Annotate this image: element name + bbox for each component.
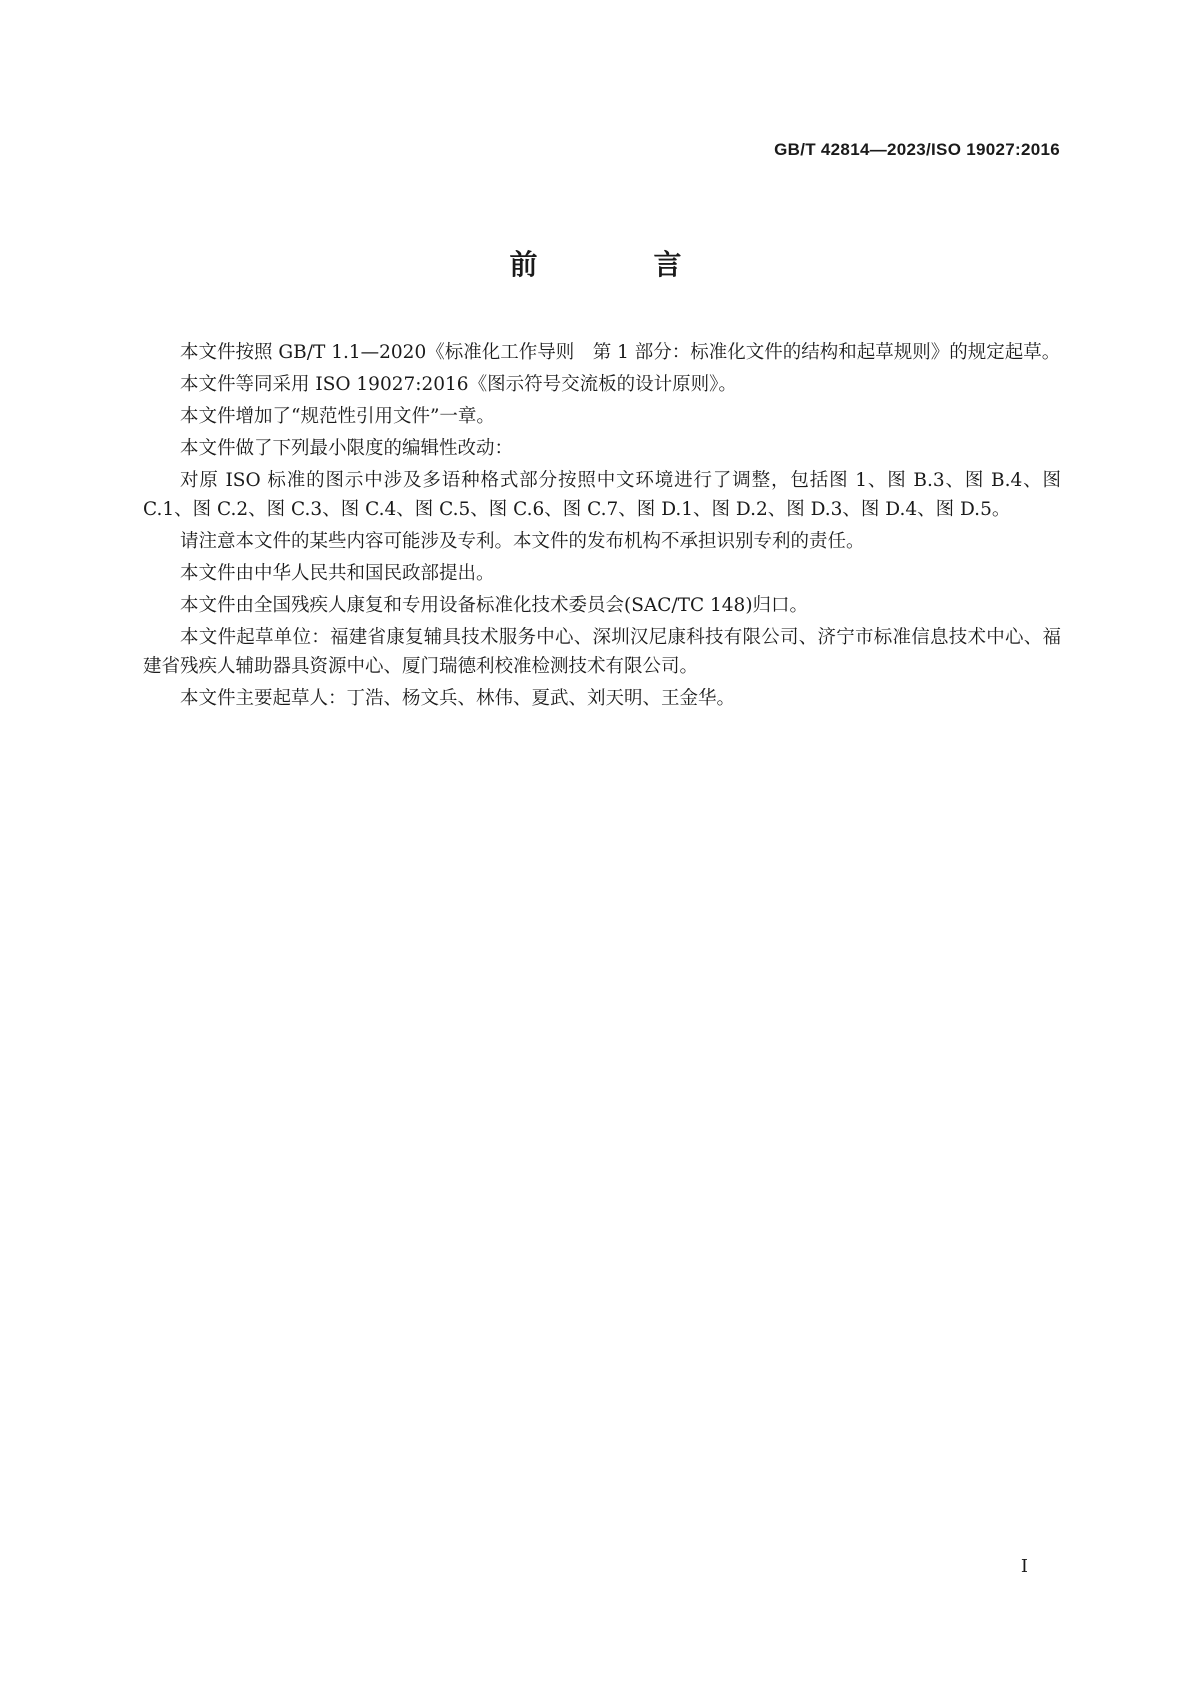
paragraph-added-chapter: 本文件增加了“规范性引用文件”一章。 <box>180 406 495 427</box>
paragraph-patent-notice: 请注意本文件的某些内容可能涉及专利。本文件的发布机构不承担识别专利的责任。 <box>180 531 865 552</box>
paragraph-drafting-units: 本文件起草单位：福建省康复辅具技术服务中心、深圳汉尼康科技有限公司、济宁市标准信息技术中心、福建省残疾人辅助器具资源中心、厦门瑞德利校准检测技术有限公司。 <box>143 627 1061 677</box>
paragraph-committee: 本文件由全国残疾人康复和专用设备标准化技术委员会(SAC/TC 148)归口。 <box>180 595 809 616</box>
standard-code: GB/T 42814—2023/ISO 19027:2016 <box>774 140 1060 159</box>
page-number: Ⅰ <box>1020 1556 1028 1576</box>
paragraph-proposer: 本文件由中华人民共和国民政部提出。 <box>180 563 495 584</box>
paragraph-editorial-changes: 本文件做了下列最小限度的编辑性改动： <box>180 438 514 459</box>
paragraph-figure-adjustments: 对原 ISO 标准的图示中涉及多语种格式部分按照中文环境进行了调整，包括图 1、图 B.3、图 B.4、图 C.1、图 C.2、图 C.3、图 C.4、图 C.5、图 C.6、图 C.7、图 D.1、图 D.2、图 D.3、图 D.4、图 D.5。 <box>143 470 1061 520</box>
paragraph-drafters: 本文件主要起草人：丁浩、杨文兵、林伟、夏武、刘天明、王金华。 <box>180 688 736 709</box>
paragraph-adoption: 本文件等同采用 ISO 19027:2016《图示符号交流板的设计原则》。 <box>180 374 737 395</box>
page-title: 前 言 <box>509 248 726 281</box>
paragraph-drafting-rules: 本文件按照 GB/T 1.1—2020《标准化工作导则 第 1 部分：标准化文件的结构和起草规则》的规定起草。 <box>180 342 1061 363</box>
foreword-body <box>143 338 1061 716</box>
